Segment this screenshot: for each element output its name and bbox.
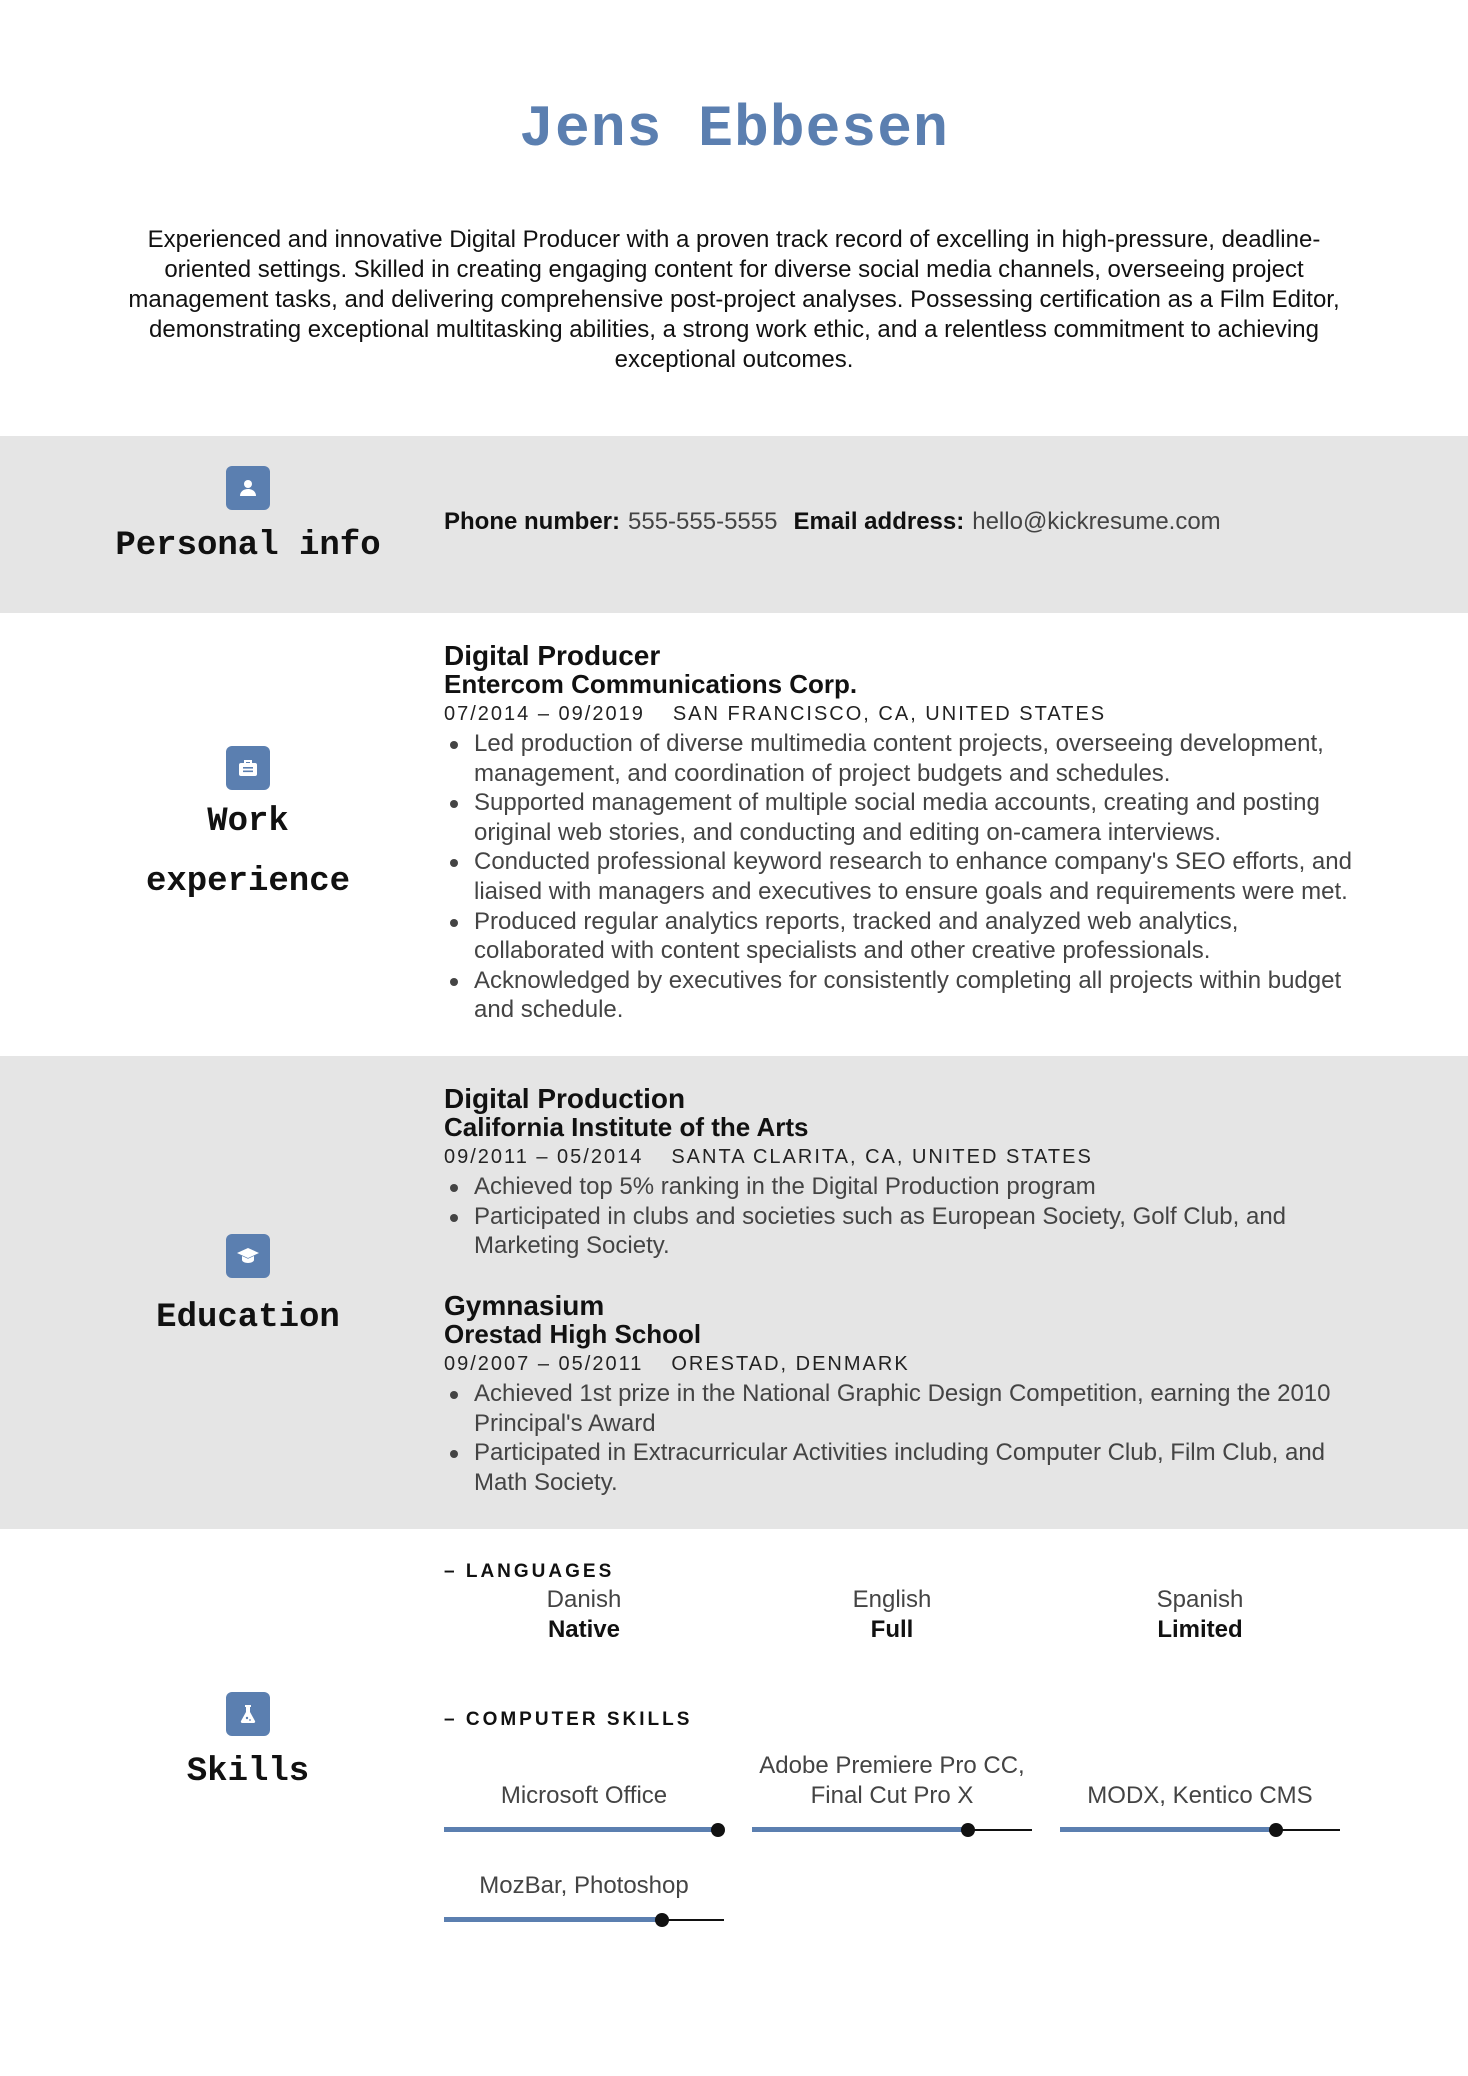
school-name: California Institute of the Arts — [444, 1112, 809, 1142]
email-value[interactable]: hello@kickresume.com — [972, 508, 1221, 535]
list-item: Achieved 1st prize in the National Graphic Design Competition, earning the 2010 Principal's Award — [474, 1379, 1364, 1438]
education-entry-1 — [444, 1084, 1364, 1261]
computer-skill — [444, 1849, 724, 1929]
education-location: SANTA CLARITA, CA, UNITED STATES — [671, 1146, 1093, 1168]
skill-bar-marker — [1269, 1823, 1283, 1837]
list-item: Supported management of multiple social media accounts, creating and posting original web stories, and conducting and editing on-camera interviews. — [474, 788, 1364, 847]
briefcase-icon — [226, 746, 270, 790]
skill-name: MODX, Kentico CMS — [1087, 1782, 1313, 1809]
list-item: Acknowledged by executives for consistently completing all projects within budget and schedule. — [474, 966, 1364, 1025]
skill-bar-fill — [752, 1827, 968, 1832]
education-meta — [444, 1349, 1364, 1379]
skill-bar-fill — [444, 1827, 718, 1832]
skill-bar — [444, 1829, 724, 1831]
skill-bar — [1060, 1829, 1340, 1831]
education-title: Education — [156, 1299, 340, 1337]
skills-content — [444, 1529, 1364, 1929]
education-meta — [444, 1142, 1364, 1172]
skill-name: Microsoft Office — [500, 1782, 668, 1809]
email-label: Email address: — [793, 508, 965, 535]
work-entry — [444, 641, 1364, 1025]
job-dates: 07/2014 – 09/2019 — [444, 703, 645, 725]
work-title-line2: experience — [145, 863, 351, 901]
computer-skill — [752, 1752, 1032, 1839]
skills-section — [0, 1529, 1468, 1929]
skill-name: Adobe Premiere Pro CC, Final Cut Pro X — [759, 1752, 1025, 1809]
skill-bar — [444, 1919, 724, 1921]
language-level: Full — [870, 1616, 914, 1643]
education-bullets — [444, 1379, 1364, 1497]
computer-skill — [444, 1759, 724, 1839]
work-title-line1: Work — [207, 803, 289, 841]
skill-bar-marker — [961, 1823, 975, 1837]
user-icon — [226, 466, 270, 510]
skill-bar-marker — [711, 1823, 725, 1837]
language-item — [444, 1585, 724, 1645]
education-dates: 09/2011 – 05/2014 — [444, 1146, 644, 1168]
language-name: Danish — [546, 1586, 622, 1613]
computer-skills-heading: – COMPUTER SKILLS — [444, 1709, 693, 1730]
education-dates: 09/2007 – 05/2011 — [444, 1353, 644, 1375]
language-name: English — [852, 1586, 932, 1613]
job-meta — [444, 699, 1364, 729]
language-level: Native — [547, 1616, 621, 1643]
job-location: SAN FRANCISCO, CA, UNITED STATES — [672, 703, 1107, 725]
list-item: Achieved top 5% ranking in the Digital Production program — [474, 1172, 1364, 1202]
languages-heading: – LANGUAGES — [444, 1561, 615, 1582]
job-bullets — [444, 729, 1364, 1025]
school-name: Orestad High School — [444, 1319, 702, 1349]
education-entry-2 — [444, 1291, 1364, 1497]
language-item — [752, 1585, 1032, 1645]
language-name: Spanish — [1156, 1586, 1244, 1613]
language-level: Limited — [1157, 1616, 1243, 1643]
degree-title: Gymnasium — [444, 1290, 605, 1321]
list-item: Conducted professional keyword research to enhance company's SEO efforts, and liaised with managers and executives to ensure goals and requirements were met. — [474, 847, 1364, 906]
list-item: Led production of diverse multimedia content projects, overseeing development, management, and coordination of project budgets and schedules. — [474, 729, 1364, 788]
personal-info-title: Personal info — [115, 527, 381, 565]
graduation-cap-icon — [226, 1234, 270, 1278]
education-bullets — [444, 1172, 1364, 1261]
list-item: Participated in Extracurricular Activities including Computer Club, Film Club, and Math Society. — [474, 1438, 1364, 1497]
language-item — [1060, 1585, 1340, 1645]
skill-bar-fill — [1060, 1827, 1276, 1832]
skill-bar-marker — [655, 1913, 669, 1927]
skill-bar-fill — [444, 1917, 662, 1922]
phone-label: Phone number: — [444, 508, 621, 535]
profile-summary: Experienced and innovative Digital Producer with a proven track record of excelling in high-pressure, deadline-oriented settings. Skilled in creating engaging content for diverse social media channels, overseeing project management tasks, and delivering comprehensive post-project analyses. Possessing certification as a Film Editor, demonstrating exceptional multitasking abilities, a strong work ethic, and a relentless commitment to achieving exceptional outcomes. — [128, 226, 1340, 373]
skills-title: Skills — [186, 1753, 310, 1791]
education-section — [0, 1056, 1468, 1529]
list-item: Participated in clubs and societies such as European Society, Golf Club, and Marketing Society. — [474, 1202, 1364, 1261]
computer-skill — [1060, 1759, 1340, 1839]
job-title: Digital Producer — [444, 640, 661, 671]
company-name: Entercom Communications Corp. — [444, 669, 858, 699]
flask-icon — [226, 1692, 270, 1736]
personal-info-section — [0, 436, 1468, 613]
skill-bar — [752, 1829, 1032, 1831]
work-experience-section — [0, 613, 1468, 1056]
education-location: ORESTAD, DENMARK — [671, 1353, 910, 1375]
degree-title: Digital Production — [444, 1083, 686, 1114]
candidate-name: Jens Ebbesen — [519, 98, 949, 163]
phone-value: 555-555-5555 — [628, 508, 778, 535]
skill-name: MozBar, Photoshop — [479, 1872, 689, 1899]
list-item: Produced regular analytics reports, tracked and analyzed web analytics, collaborated with content specialists and other creative professionals. — [474, 907, 1364, 966]
contact-details — [444, 508, 1364, 536]
